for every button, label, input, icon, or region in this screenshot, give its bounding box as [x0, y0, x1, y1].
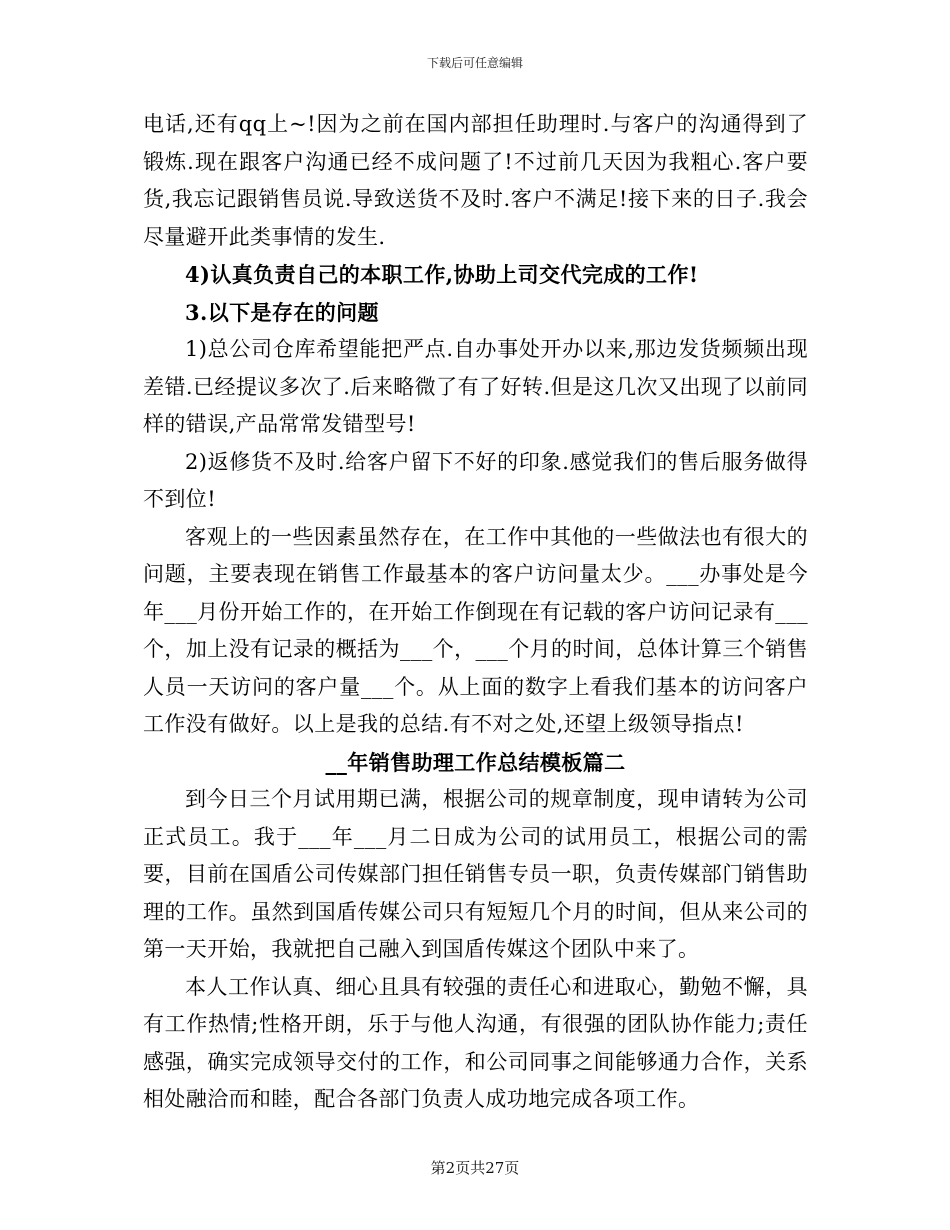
paragraph-objective-factors: 客观上的一些因素虽然存在，在工作中其他的一些做法也有很大的问题，主要表现在销售工作最基本的客户访问量太少。___办事处是今年___月份开始工作的，在开始工作倒现在有记载的客户访问记录有___个，加上没有记录的概括为___个，___个月的时间，总体计算三个销售人员一天访问的客户量___个。从上面的数字上看我们基本的访问客户工作没有做好。以上是我的总结.有不对之处,还望上级领导指点! — [143, 524, 808, 736]
section-title-part-two: __年销售助理工作总结模板篇二 — [325, 749, 626, 775]
problem-item-1: 1)总公司仓库希望能把严点.自办事处开办以来,那边发货频频出现差错.已经提议多次了.后来略微了有了好转.但是这几次又出现了以前同样的错误,产品常常发错型号! — [143, 337, 808, 436]
document-body — [143, 106, 808, 1119]
paragraph-self-assessment: 本人工作认真、细心且具有较强的责任心和进取心，勤勉不懈，具有工作热情;性格开朗，乐于与他人沟通，有很强的团队协作能力;责任感强，确实完成领导交付的工作，和公司同事之间能够通力合作，关系相处融洽而和睦，配合各部门负责人成功地完成各项工作。 — [143, 974, 808, 1111]
item-4-duty: 4)认真负责自己的本职工作,协助上司交代完成的工作! — [185, 262, 699, 287]
paragraph-probation: 到今日三个月试用期已满，根据公司的规章制度，现申请转为公司正式员工。我于___年___月二日成为公司的试用员工，根据公司的需要，目前在国盾公司传媒部门担任销售专员一职，负责传媒部门销售助理的工作。虽然到国盾传媒公司只有短短几个月的时间，但从来公司的第一天开始，我就把自己融入到国盾传媒这个团队中来了。 — [143, 787, 808, 961]
paragraph-phone-contact: 电话,还有qq上~!因为之前在国内部担任助理时.与客户的沟通得到了锻炼.现在跟客户沟通已经不成问题了!不过前几天因为我粗心.客户要货,我忘记跟销售员说.导致送货不及时.客户不满足!接下来的日子.我会尽量避开此类事情的发生. — [143, 112, 808, 249]
problem-item-2: 2)返修货不及时.给客户留下不好的印象.感觉我们的售后服务做得不到位! — [143, 449, 808, 511]
page-header: 下载后可任意编辑 — [426, 56, 523, 70]
section-heading-problems: 3.以下是存在的问题 — [185, 299, 379, 325]
page-footer: 第2页共27页 — [430, 1159, 520, 1177]
